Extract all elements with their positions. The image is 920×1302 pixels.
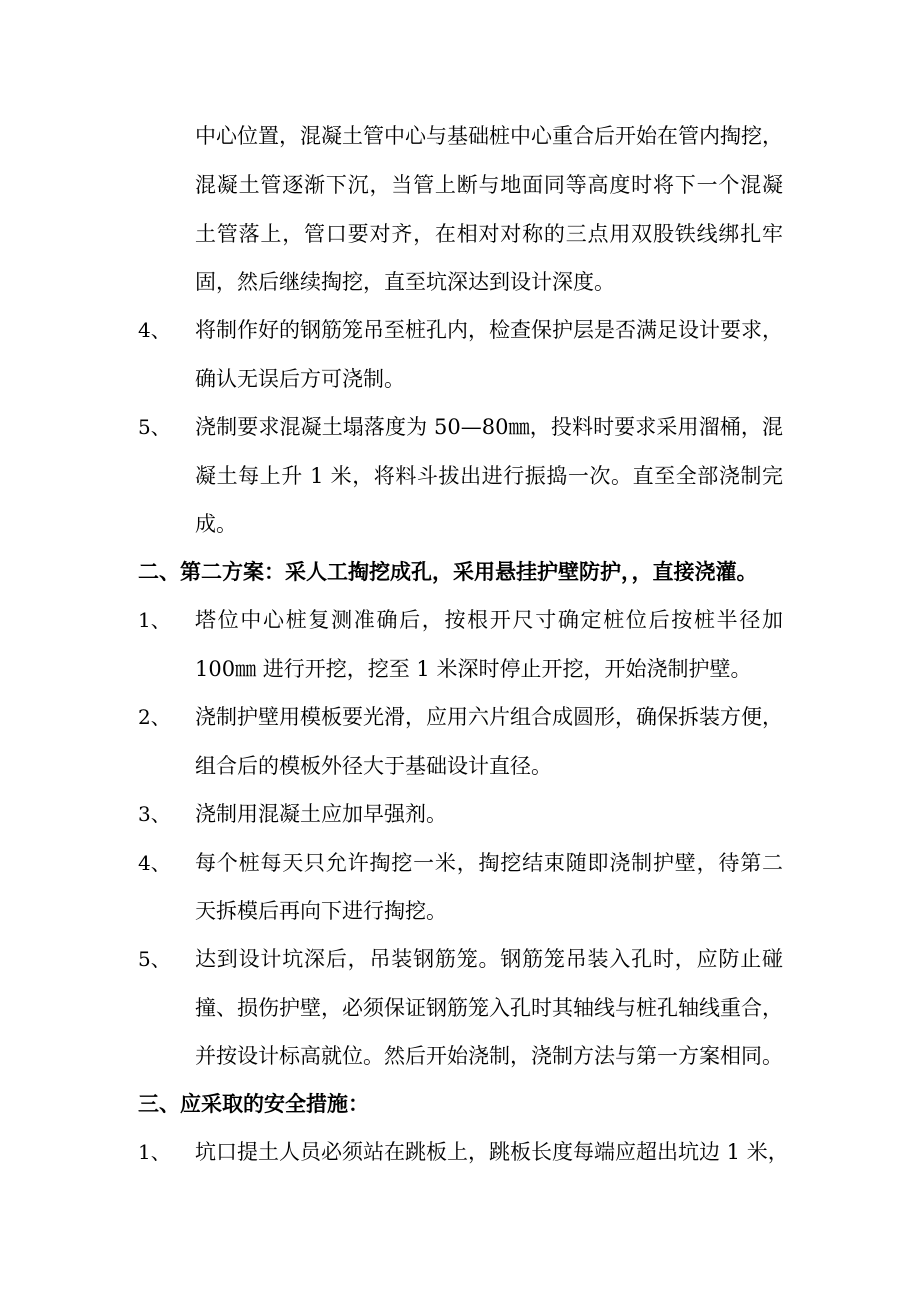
item-number: 4、 xyxy=(138,851,171,875)
paragraph-line: 成。 xyxy=(195,512,237,536)
paragraph-line: 混凝土管逐渐下沉，当管上断与地面同等高度时将下一个混凝 xyxy=(195,173,783,197)
paragraph-line: 达到设计坑深后，吊装钢筋笼。钢筋笼吊装入孔时，应防止碰 xyxy=(195,947,783,971)
paragraph-line: 浇制要求混凝土塌落度为 50—80㎜，投料时要求采用溜桶，混 xyxy=(195,415,783,439)
paragraph-line: 并按设计标高就位。然后开始浇制，浇制方法与第一方案相同。 xyxy=(195,1044,783,1068)
paragraph-line: 浇制护壁用模板要光滑，应用六片组合成圆形，确保拆装方便， xyxy=(195,705,783,729)
paragraph-line: 固，然后继续掏挖，直至坑深达到设计深度。 xyxy=(195,270,615,294)
paragraph-line: 土管落上，管口要对齐，在相对对称的三点用双股铁线绑扎牢 xyxy=(195,222,783,246)
paragraph-line: 坑口提土人员必须站在跳板上，跳板长度每端应超出坑边 1 米， xyxy=(195,1140,789,1164)
item-number: 5、 xyxy=(138,415,171,439)
item-number: 1、 xyxy=(138,608,171,632)
paragraph-line: 将制作好的钢筋笼吊至桩孔内，检查保护层是否满足设计要求， xyxy=(195,318,783,342)
item-number: 1、 xyxy=(138,1140,171,1164)
paragraph-line: 塔位中心桩复测准确后，按根开尺寸确定桩位后按桩半径加 xyxy=(195,608,783,632)
item-number: 4、 xyxy=(138,318,171,342)
section-heading: 三、应采取的安全措施： xyxy=(138,1091,369,1116)
paragraph-line: 天拆模后再向下进行掏挖。 xyxy=(195,899,447,923)
paragraph-line: 确认无误后方可浇制。 xyxy=(195,367,405,391)
paragraph-line: 浇制用混凝土应加早强剂。 xyxy=(195,802,447,826)
section-heading: 二、第二方案：采人工掏挖成孔，采用悬挂护壁防护，，直接浇灌。 xyxy=(138,559,758,584)
paragraph-line: 中心位置，混凝土管中心与基础桩中心重合后开始在管内掏挖， xyxy=(195,124,783,148)
paragraph-line: 100㎜ 进行开挖，挖至 1 米深时停止开挖，开始浇制护壁。 xyxy=(195,657,752,681)
paragraph-line: 组合后的模板外径大于基础设计直径。 xyxy=(195,754,552,778)
paragraph-line: 每个桩每天只允许掏挖一米，掏挖结束随即浇制护壁，待第二 xyxy=(195,851,783,875)
paragraph-line: 撞、损伤护壁，必须保证钢筋笼入孔时其轴线与桩孔轴线重合， xyxy=(195,996,783,1020)
paragraph-line: 凝土每上升 1 米，将料斗拔出进行振捣一次。直至全部浇制完 xyxy=(195,464,783,488)
item-number: 5、 xyxy=(138,947,171,971)
item-number: 2、 xyxy=(138,705,171,729)
item-number: 3、 xyxy=(138,802,171,826)
